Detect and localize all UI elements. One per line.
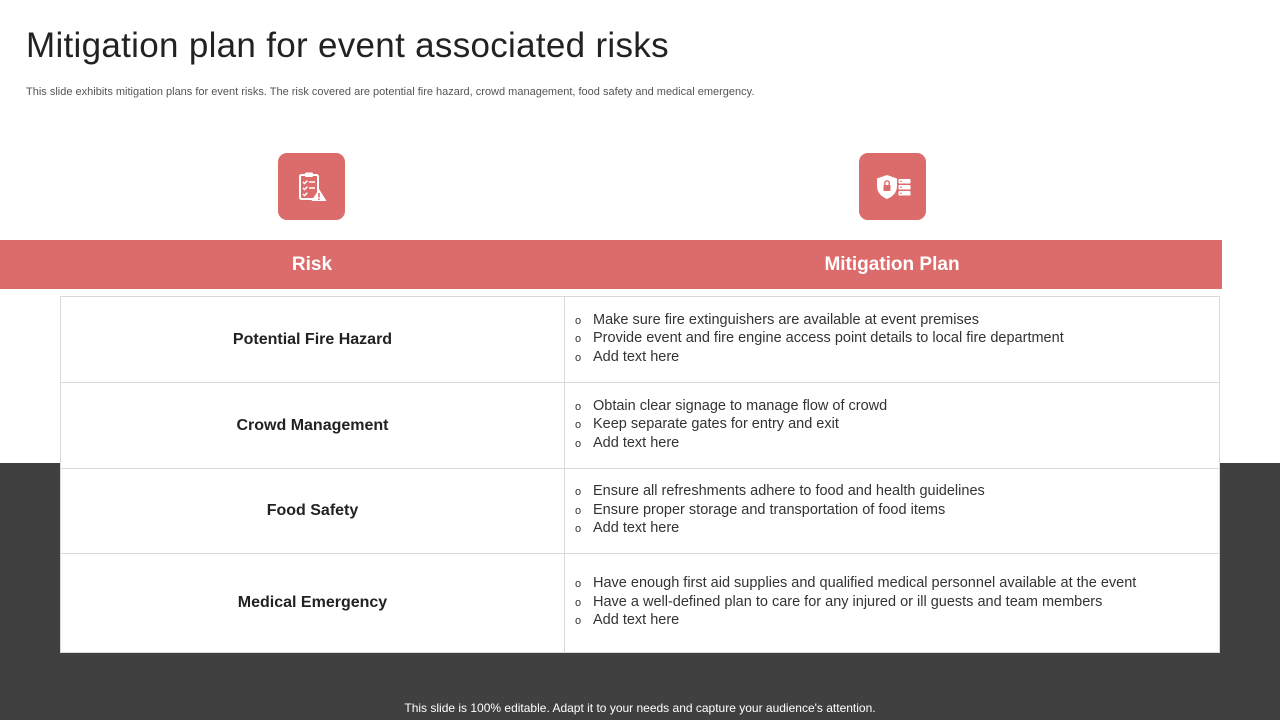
plan-item-text: Ensure all refreshments adhere to food and health guidelines [593,483,985,500]
plan-item-text: Add text here [593,520,680,537]
bullet-marker: o [575,333,582,346]
plan-list-item [575,416,1219,435]
bullet-marker: o [575,578,582,591]
bullet-marker: o [575,314,582,327]
plan-list-item [575,330,1219,349]
plan-item-text: Add text here [593,348,680,365]
bullet-marker: o [575,351,582,364]
slide-title: Mitigation plan for event associated risks [26,26,669,65]
plan-item-text: Make sure fire extinguishers are available at event premises [593,311,980,328]
plan-list-item [575,349,1219,368]
plan-list-item [575,594,1219,613]
plan-cell [565,297,1219,382]
plan-item-text: Provide event and fire engine access point details to local fire department [593,330,1064,347]
plan-item-text: Keep separate gates for entry and exit [593,416,839,433]
table-header-bar [0,240,1222,289]
bullet-marker: o [575,419,582,432]
bullet-marker: o [575,486,582,499]
plan-list-item [575,312,1219,331]
plan-item-text: Add text here [593,612,680,629]
plan-list-item [575,483,1219,502]
mitigation-plan-column-header: Mitigation Plan [824,254,960,275]
plan-item-text: Add text here [593,434,680,451]
plan-item-text: Have a well-defined plan to care for any injured or ill guests and team members [593,593,1103,610]
plan-item-text: Obtain clear signage to manage flow of crowd [593,397,888,414]
risk-cell: Medical Emergency [61,554,565,652]
slide-footer-note: This slide is 100% editable. Adapt it to your needs and capture your audience's attention. [404,701,876,715]
table-row [61,553,1219,652]
plan-cell [565,469,1219,553]
table-row [61,297,1219,382]
slide-subtitle: This slide exhibits mitigation plans for event risks. The risk covered are potential fire hazard, crowd management, food safety and medical emergency. [26,86,755,98]
table-row [61,382,1219,468]
plan-list-item [575,520,1219,539]
plan-item-text: Ensure proper storage and transportation of food items [593,501,946,518]
bullet-marker: o [575,437,582,450]
checklist-warning-icon [278,153,345,220]
bullet-marker: o [575,504,582,517]
risk-cell: Crowd Management [61,383,565,468]
risk-cell: Potential Fire Hazard [61,297,565,382]
bullet-marker: o [575,523,582,536]
table-row [61,468,1219,553]
plan-cell [565,554,1219,652]
risk-cell: Food Safety [61,469,565,553]
plan-list-item [575,502,1219,521]
plan-cell [565,383,1219,468]
bullet-marker: o [575,596,582,609]
plan-item-text: Have enough first aid supplies and qualified medical personnel available at the event [593,575,1137,592]
bullet-marker: o [575,615,582,628]
plan-list-item [575,612,1219,631]
risk-column-header: Risk [291,254,333,275]
plan-list-item [575,575,1219,594]
plan-list-item [575,435,1219,454]
plan-list-item [575,398,1219,417]
shield-lock-server-icon [859,153,926,220]
bullet-marker: o [575,400,582,413]
risk-mitigation-table [60,296,1220,653]
